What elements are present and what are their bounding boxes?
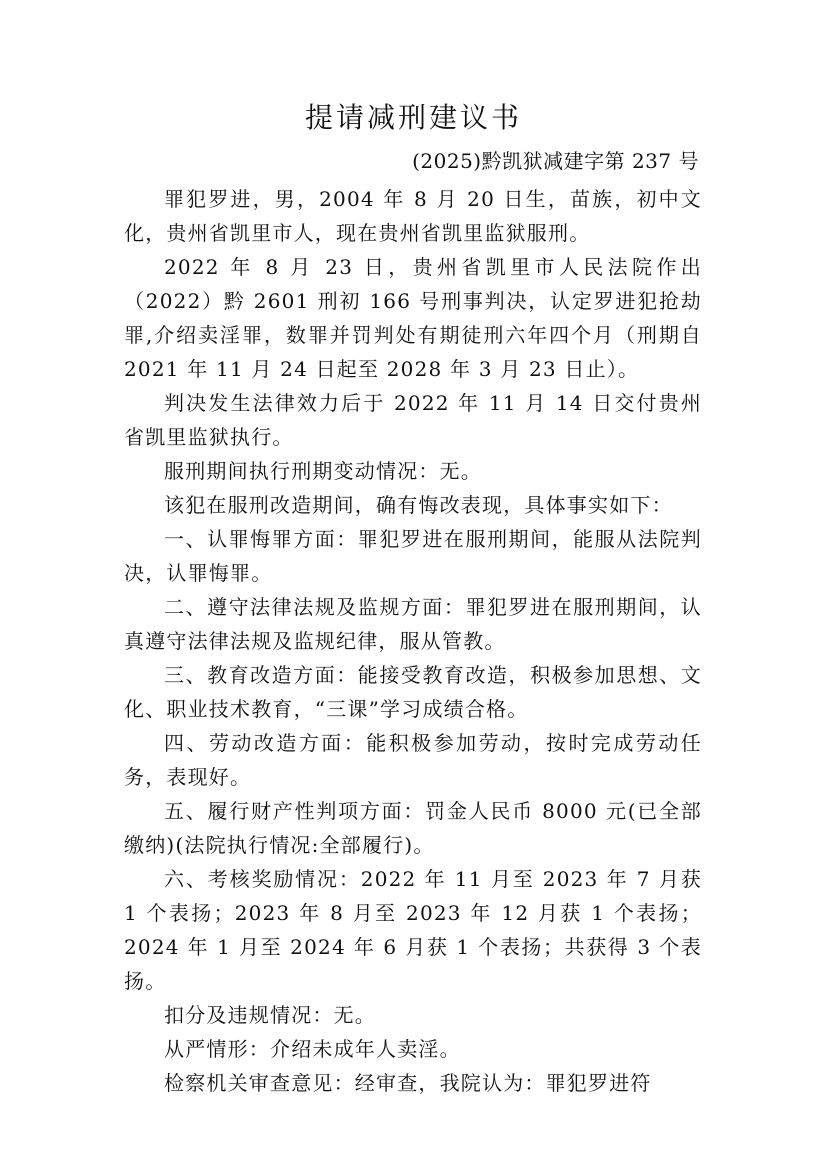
paragraph-law-compliance: 二、遵守法律法规及监规方面：罪犯罗进在服刑期间，认真遵守法律法规及监规纪律，服从管教。 [124, 595, 702, 653]
paragraph-plea: 一、认罪悔罪方面：罪犯罗进在服刑期间，能服从法院判决，认罪悔罪。 [124, 527, 702, 585]
paragraph-labor: 四、劳动改造方面：能积极参加劳动，按时完成劳动任务，表现好。 [124, 731, 702, 789]
paragraph-sentence-change: 服刑期间执行刑期变动情况：无。 [164, 459, 482, 483]
paragraph-basic-info: 罪犯罗进，男，2004 年 8 月 20 日生，苗族，初中文化，贵州省凯里市人，现在贵州省凯里监狱服刑。 [124, 187, 702, 245]
paragraph-rewards: 六、考核奖励情况：2022 年 11 月至 2023 年 7 月获 1 个表扬；2023 年 8 月至 2023 年 12 月获 1 个表扬；2024 年 1 月至 2024 年 6 月获 1 个表扬；共获得 3 个表扬。 [124, 867, 702, 993]
paragraph-strict-circumstances: 从严情形：介绍未成年人卖淫。 [164, 1037, 461, 1061]
document-title: 提请减刑建议书 [304, 101, 522, 134]
paragraph-education: 三、教育改造方面：能接受教育改造，积极参加思想、文化、职业技术教育，“三课”学习成绩合格。 [124, 663, 702, 721]
paragraph-repentance-intro: 该犯在服刑改造期间，确有悔改表现，具体事实如下： [164, 493, 673, 517]
paragraph-judgment: 2022 年 8 月 23 日，贵州省凯里市人民法院作出（2022）黔 2601 刑初 166 号刑事判决，认定罗进犯抢劫罪,介绍卖淫罪，数罪并罚判处有期徒刑六年四个月（刑期自 2021 年 11 月 24 日起至 2028 年 3 月 23 日止）。 [124, 255, 702, 381]
paragraph-violations: 扣分及违规情况：无。 [164, 1003, 376, 1027]
paragraph-procuratorate-opinion: 检察机关审查意见：经审查，我院认为：罪犯罗进符 [164, 1071, 652, 1095]
paragraph-property: 五、履行财产性判项方面：罚金人民币 8000 元(已全部缴纳)(法院执行情况:全部履行)。 [124, 799, 702, 857]
document-number: (2025)黔凯狱减建字第 237 号 [412, 149, 699, 173]
paragraph-delivery: 判决发生法律效力后于 2022 年 11 月 14 日交付贵州省凯里监狱执行。 [124, 391, 702, 449]
document-body [124, 182, 702, 1100]
